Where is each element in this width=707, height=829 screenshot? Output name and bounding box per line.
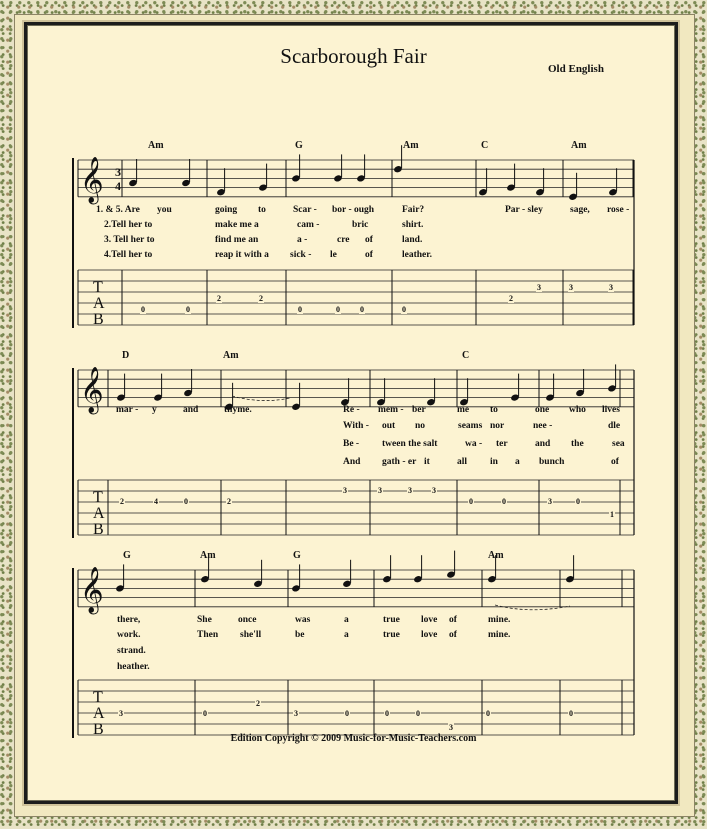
tab-fret-number: 0 — [416, 709, 420, 718]
lyric-word: heather. — [117, 662, 150, 672]
lyric-word: bunch — [539, 457, 565, 467]
tab-fret-number: 0 — [184, 497, 188, 506]
lyric-word: strand. — [117, 646, 146, 656]
lyric-word: of — [449, 630, 457, 640]
lyric-word: mine. — [488, 615, 511, 625]
lyric-word: y — [152, 405, 157, 415]
lyric-word: the — [571, 439, 584, 449]
lyric-word: of — [365, 235, 373, 245]
lyric-word: she'll — [240, 630, 262, 640]
tab-clef-icon: A — [93, 505, 105, 522]
tab-fret-number: 2 — [217, 294, 221, 303]
lyric-word: me — [457, 405, 470, 415]
lyric-word: true — [383, 630, 400, 640]
time-signature-bottom: 4 — [115, 179, 121, 193]
lyric-word: a — [515, 457, 520, 467]
tab-fret-number: 3 — [569, 283, 573, 292]
tab-fret-number: 2 — [227, 497, 231, 506]
tab-fret-number: 0 — [336, 305, 340, 314]
tab-clef-icon: T — [93, 489, 103, 506]
music-system — [73, 551, 634, 738]
lyric-word: Par - sley — [505, 205, 543, 215]
song-title: Scarborough Fair — [280, 44, 427, 68]
music-system — [73, 364, 634, 538]
tab-fret-number: 3 — [119, 709, 123, 718]
tab-fret-number: 0 — [360, 305, 364, 314]
tab-fret-number: 0 — [385, 709, 389, 718]
lyric-word: bric — [352, 220, 369, 230]
lyric-word: cam - — [297, 220, 320, 230]
lyric-word: cre — [337, 235, 350, 245]
lyric-word: She — [197, 615, 212, 625]
tab-clef-icon: A — [93, 705, 105, 722]
chord-symbol: D — [122, 350, 130, 361]
lyric-word: sage, — [570, 205, 590, 215]
tab-fret-number: 0 — [186, 305, 190, 314]
lyric-word: in — [490, 457, 498, 467]
tab-fret-number: 3 — [548, 497, 552, 506]
lyric-word: and — [183, 405, 199, 415]
lyric-word: love — [421, 615, 438, 625]
tab-fret-number: 0 — [203, 709, 207, 718]
lyric-word: mem - — [378, 405, 404, 415]
tab-fret-number: 3 — [408, 486, 412, 495]
lyric-word: a — [344, 615, 349, 625]
lyric-word: was — [295, 615, 311, 625]
lyric-word: thyme. — [224, 405, 252, 415]
tab-clef-icon: B — [93, 311, 104, 328]
tab-fret-number: 3 — [432, 486, 436, 495]
tab-fret-number: 3 — [537, 283, 541, 292]
lyric-word: leather. — [402, 250, 432, 260]
composer-credit: Old English — [548, 63, 604, 75]
music-system — [73, 145, 634, 328]
tab-fret-number: 0 — [469, 497, 473, 506]
lyric-word: lives — [602, 405, 620, 415]
lyric-word: and — [535, 439, 551, 449]
lyric-word: rose - — [607, 205, 630, 215]
chord-symbol: Am — [571, 140, 587, 151]
lyric-word: no — [415, 421, 426, 431]
lyric-word: nor — [490, 421, 505, 431]
lyric-word: sick - — [290, 250, 312, 260]
tab-fret-number: 0 — [141, 305, 145, 314]
lyric-word: ber — [412, 405, 426, 415]
chord-symbol: G — [295, 140, 303, 151]
tab-fret-number: 2 — [120, 497, 124, 506]
treble-clef-icon: 𝄞 — [80, 367, 104, 413]
chord-symbol: Am — [200, 550, 216, 561]
tab-fret-number: 0 — [569, 709, 573, 718]
lyric-word: bor - ough — [332, 205, 375, 215]
lyric-word: it — [424, 457, 430, 467]
copyright-notice: Edition Copyright © 2009 Music-for-Music-Teachers.com — [230, 733, 477, 744]
tie-dashed — [232, 396, 290, 401]
tab-clef-icon: B — [93, 721, 104, 738]
lyric-word: make me a — [215, 220, 259, 230]
lyric-word: one — [535, 405, 550, 415]
lyric-word: a — [344, 630, 349, 640]
lyric-word: Scar - — [293, 205, 317, 215]
tab-clef-icon: T — [93, 689, 103, 706]
lyric-word: to — [258, 205, 266, 215]
lyric-word: to — [490, 405, 498, 415]
tie-dashed — [495, 605, 570, 610]
lyric-word: nee - — [533, 421, 553, 431]
chord-symbol: Am — [148, 140, 164, 151]
tab-clef-icon: A — [93, 295, 105, 312]
chord-symbol: C — [462, 350, 470, 361]
tab-fret-number: 2 — [509, 294, 513, 303]
lyric-word: 4.Tell her to — [104, 250, 153, 260]
tab-fret-number: 2 — [256, 699, 260, 708]
lyric-word: le — [330, 250, 337, 260]
lyric-word: 1. & 5. Are — [96, 205, 140, 215]
lyric-word: of — [611, 457, 619, 467]
tab-fret-number: 3 — [343, 486, 347, 495]
lyric-word: Be - — [343, 439, 360, 449]
lyric-word: love — [421, 630, 438, 640]
tab-fret-number: 3 — [294, 709, 298, 718]
lyric-word: true — [383, 615, 400, 625]
lyric-word: And — [343, 457, 361, 467]
tab-fret-number: 3 — [449, 723, 453, 732]
tab-fret-number: 0 — [345, 709, 349, 718]
tab-fret-number: 0 — [402, 305, 406, 314]
chord-symbol: G — [293, 550, 301, 561]
lyric-word: 2.Tell her to — [104, 220, 153, 230]
lyric-word: once — [238, 615, 257, 625]
lyric-word: of — [365, 250, 373, 260]
lyric-word: Re - — [343, 405, 360, 415]
lyric-word: reap it with a — [215, 250, 269, 260]
lyric-word: mar - — [116, 405, 139, 415]
lyric-word: shirt. — [402, 220, 424, 230]
lyric-word: ter — [496, 439, 508, 449]
tab-fret-number: 2 — [259, 294, 263, 303]
lyric-word: of — [449, 615, 457, 625]
chord-symbol: Am — [223, 350, 239, 361]
lyric-word: there, — [117, 615, 141, 625]
tab-fret-number: 0 — [576, 497, 580, 506]
chord-symbol: Am — [403, 140, 419, 151]
time-signature-top: 3 — [115, 165, 121, 179]
lyric-word: 3. Tell her to — [104, 235, 155, 245]
lyric-word: going — [215, 205, 238, 215]
lyric-word: Fair? — [402, 205, 425, 215]
lyric-word: out — [382, 421, 396, 431]
chord-symbol: C — [481, 140, 489, 151]
treble-clef-icon: 𝄞 — [80, 157, 104, 203]
lyric-word: Then — [197, 630, 219, 640]
lyric-word: land. — [402, 235, 423, 245]
tab-fret-number: 3 — [609, 283, 613, 292]
lyric-word: With - — [343, 421, 369, 431]
tab-clef-icon: T — [93, 279, 103, 296]
tab-fret-number: 1 — [610, 510, 614, 519]
lyric-word: wa - — [465, 439, 483, 449]
lyric-word: all — [457, 457, 468, 467]
lyric-word: find me an — [215, 235, 259, 245]
tab-fret-number: 0 — [502, 497, 506, 506]
chord-symbol: Am — [488, 550, 504, 561]
tab-fret-number: 4 — [154, 497, 158, 506]
lyric-word: gath - er — [382, 457, 417, 467]
tab-fret-number: 0 — [486, 709, 490, 718]
lyric-word: tween the salt — [382, 439, 438, 449]
lyric-word: seams — [458, 421, 483, 431]
lyric-word: who — [569, 405, 586, 415]
tab-fret-number: 0 — [298, 305, 302, 314]
lyric-word: dle — [608, 421, 621, 431]
lyric-word: work. — [117, 630, 141, 640]
lyric-word: be — [295, 630, 305, 640]
chord-symbol: G — [123, 550, 131, 561]
lyric-word: you — [157, 205, 172, 215]
lyric-word: mine. — [488, 630, 511, 640]
lyric-word: sea — [612, 439, 625, 449]
lyric-word: a - — [297, 235, 308, 245]
tab-clef-icon: B — [93, 521, 104, 538]
tab-fret-number: 3 — [378, 486, 382, 495]
treble-clef-icon: 𝄞 — [80, 567, 104, 613]
